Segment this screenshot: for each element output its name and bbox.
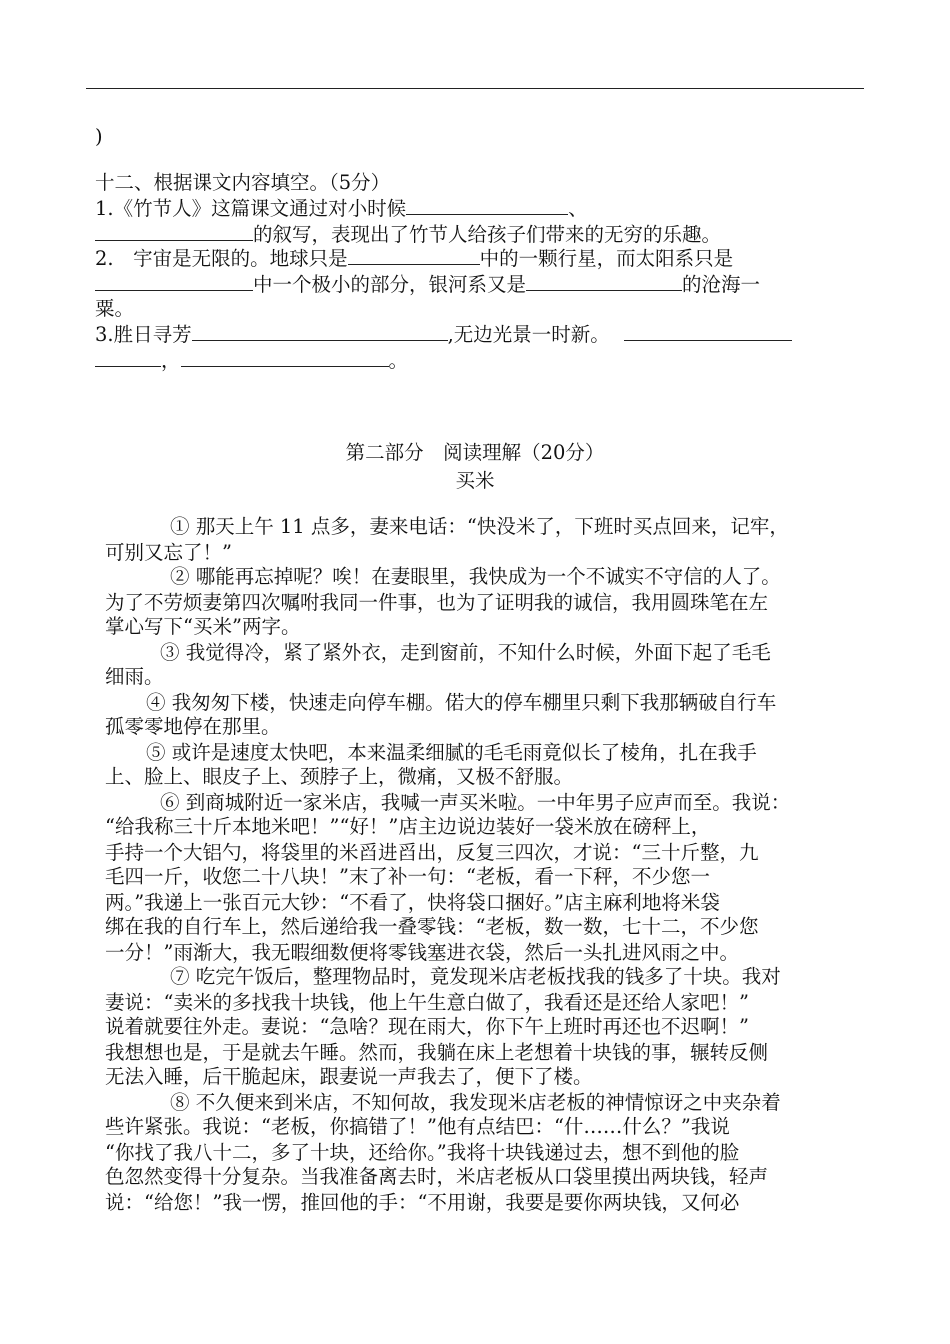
passage-line: 细雨。 [105,665,164,688]
q3-text-c: ， [161,349,181,372]
q1-text-b: 、 [568,197,588,220]
q3-blank-2[interactable] [624,322,792,341]
passage-line: 为了不劳烦妻第四次嘱咐我同一件事，也为了证明我的诚信，我用圆珠笔在左 [105,591,769,614]
closing-paren: ) [95,125,103,148]
q1-blank-1[interactable] [406,196,568,215]
passage-line: ② 哪能再忘掉呢？唉！在妻眼里，我快成为一个不诚实不守信的人了。 [170,565,781,588]
passage-line: ① 那天上午 11 点多，妻来电话：“快没米了，下班时买点回来，记牢， [170,515,789,538]
q1-line-1 [95,196,588,222]
passage-line: 些许紧张。我说：“老板，你搞错了！”他有点结巴：“什……什么？”我说 [105,1115,730,1138]
q2-line-1 [95,246,733,272]
section-12-heading: 十二、根据课文内容填空。（5分） [95,171,391,194]
passage-line: 可别又忘了！” [105,541,232,564]
q3-text-b: ,无边光景一时新。 [447,323,610,346]
q2-line-2 [95,272,760,298]
q2-text-b: 中的一颗行星，而太阳系只是 [479,247,734,270]
passage-line: 孤零零地停在那里。 [105,715,281,738]
part2-heading: 第二部分 阅读理解（20分） [345,441,605,464]
passage-line: 两。”我递上一张百元大钞：“不看了，快将袋口捆好。”店主麻利地将米袋 [105,891,720,914]
passage-line: 说着就要往外走。妻说：“急啥？现在雨大，你下午上班时再还也不迟啊！” [105,1015,749,1038]
q3-line-2 [95,348,408,374]
q1-text-a: 1.《竹节人》这篇课文通过对小时候 [95,197,407,220]
q3-blank-1[interactable] [192,322,448,341]
header-rule [86,88,864,89]
q1-line-2 [95,222,721,248]
passage-line: “给我称三十斤本地米吧！”“好！”店主边说边装好一袋米放在磅秤上， [105,815,711,838]
passage-line: ⑦ 吃完午饭后，整理物品时，竟发现米店老板找我的钱多了十块。我对 [170,965,781,988]
q3-line-1 [95,322,792,348]
passage-line: 说：“给您！”我一愣，推回他的手：“不用谢，我要是要你两块钱，又何必 [105,1191,740,1214]
q1-text-c: 的叙写，表现出了竹节人给孩子们带来的无穷的乐趣。 [253,223,722,246]
q1-blank-2[interactable] [95,222,253,241]
passage-line: 我想想也是，于是就去午睡。然而，我躺在床上老想着十块钱的事，辗转反侧 [105,1041,769,1064]
passage-line: ③ 我觉得冷，紧了紧外衣，走到窗前，不知什么时候，外面下起了毛毛 [160,641,771,664]
q2-text-d: 的沧海一 [682,273,761,296]
passage-line: 手持一个大铝勺，将袋里的米舀进舀出，反复三四次，才说：“三十斤整，九 [105,841,759,864]
passage-line: 绑在我的自行车上，然后递给我一叠零钱：“老板，数一数，七十二，不少您 [105,915,759,938]
passage-line: 毛四一斤，收您二十八块！”末了补一句：“老板，看一下秤，不少您一 [105,865,710,888]
passage-line: ⑤ 或许是速度太快吧，本来温柔细腻的毛毛雨竟似长了棱角，扎在我手 [146,741,757,764]
passage-line: 色忽然变得十分复杂。当我准备离去时，米店老板从口袋里摸出两块钱，轻声 [105,1165,769,1188]
q3-blank-3[interactable] [95,348,161,367]
q3-text-a: 3.胜日寻芳 [95,323,192,346]
passage-line: ⑧ 不久便来到米店，不知何故，我发现米店老板的神情惊讶之中夹杂着 [170,1091,781,1114]
q2-text-a: 2. 宇宙是无限的。地球只是 [95,247,348,270]
q2-line-3: 粟。 [95,297,135,320]
passage-line: 无法入睡，后干脆起床，跟妻说一声我去了，便下了楼。 [105,1065,593,1088]
q2-blank-3[interactable] [526,272,682,291]
passage-line: “你找了我八十二，多了十块，还给你。”我将十块钱递过去，想不到他的脸 [105,1141,740,1164]
passage-line: 掌心写下“买米”两字。 [105,615,301,638]
passage-line: 一分！”雨渐大，我无暇细数便将零钱塞进衣袋，然后一头扎进风雨之中。 [105,941,739,964]
passage-line: ⑥ 到商城附近一家米店，我喊一声买米啦。一中年男子应声而至。我说： [160,791,791,814]
q3-blank-4[interactable] [181,348,389,367]
passage-line: 妻说：“卖米的多找我十块钱，他上午生意白做了，我看还是还给人家吧！” [105,991,749,1014]
q2-blank-1[interactable] [348,246,480,265]
passage-line: 上、脸上、眼皮子上、颈脖子上，微痛，又极不舒服。 [105,765,574,788]
q2-text-c: 中一个极小的部分，银河系又是 [253,273,527,296]
passage-title: 买米 [455,469,495,492]
q3-text-d: 。 [388,349,409,372]
q2-blank-2[interactable] [95,272,253,291]
passage-line: ④ 我匆匆下楼，快速走向停车棚。偌大的停车棚里只剩下我那辆破自行车 [146,691,777,714]
